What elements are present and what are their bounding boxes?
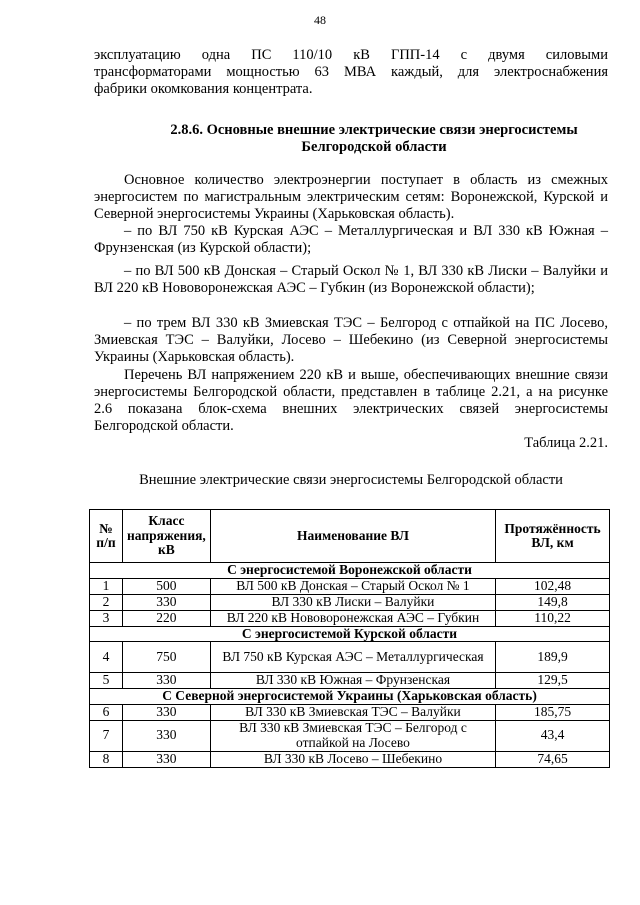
cell-num: 7	[90, 720, 123, 751]
list-item: – по трем ВЛ 330 кВ Змиевская ТЭС – Белгород с отпайкой на ПС Лосево, Змиевская ТЭС – Валуйки, Лосево – Шебекино (из Северной энергосистемы Украины (Харьковская область).	[94, 315, 608, 365]
table-row	[90, 751, 610, 767]
paragraph-1: Основное количество электроэнергии поступает в область из смежных энергосистем по магистральным электрическим сетям: Воронежской, Курской и Северной энергосистемы Украины (Харьковская область).	[94, 172, 608, 222]
cell-line-name: ВЛ 220 кВ Нововоронежская АЭС – Губкин	[210, 610, 495, 626]
paragraph-2: Перечень ВЛ напряжением 220 кВ и выше, обеспечивающих внешние связи энергосистемы Белгородской области, представлен в таблице 2.21, а на рисунке 2.6 показана блок-схема внешних электрических связей энергосистемы Белгородской области.	[94, 367, 608, 434]
cell-voltage: 330	[122, 594, 210, 610]
cell-length: 102,48	[496, 578, 610, 594]
cell-voltage: 750	[122, 642, 210, 673]
section-heading	[94, 122, 640, 156]
cell-line-name: ВЛ 500 кВ Донская – Старый Оскол № 1	[210, 578, 495, 594]
intro-line: трансформаторами мощностью 63 МВА каждый, для электроснабжения	[94, 64, 608, 80]
cell-length: 110,22	[496, 610, 610, 626]
page-number: 48	[314, 13, 326, 27]
intro-line: эксплуатацию одна ПС 110/10 кВ ГПП-14 с двумя силовыми	[94, 47, 608, 63]
cell-voltage: 330	[122, 673, 210, 689]
intro-line: фабрики окомкования концентрата.	[94, 81, 313, 97]
cell-num: 6	[90, 704, 123, 720]
table-row	[90, 594, 610, 610]
cell-num: 4	[90, 642, 123, 673]
table-header-row	[90, 510, 610, 563]
list-item: – по ВЛ 750 кВ Курская АЭС – Металлургическая и ВЛ 330 кВ Южная – Фрунзенская (из Курской области);	[94, 223, 608, 256]
table-row	[90, 642, 610, 673]
table-row	[90, 610, 610, 626]
header-cell: Класс напряжения, кВ	[122, 510, 210, 563]
table-caption: Внешние электрические связи энергосистемы Белгородской области	[139, 472, 563, 488]
cell-length: 43,4	[496, 720, 610, 751]
table-row	[90, 673, 610, 689]
intro-paragraph	[94, 47, 608, 98]
group-row	[90, 689, 610, 705]
cell-line-name: ВЛ 330 кВ Южная – Фрунзенская	[210, 673, 495, 689]
section-heading-line: 2.8.6. Основные внешние электрические связи энергосистемы	[170, 122, 578, 138]
cell-voltage: 330	[122, 720, 210, 751]
cell-voltage: 500	[122, 578, 210, 594]
cell-line-name: ВЛ 750 кВ Курская АЭС – Металлургическая	[210, 642, 495, 673]
cell-length: 189,9	[496, 642, 610, 673]
cell-line-name: ВЛ 330 кВ Лиски – Валуйки	[210, 594, 495, 610]
cell-num: 8	[90, 751, 123, 767]
cell-num: 5	[90, 673, 123, 689]
table-row	[90, 578, 610, 594]
cell-voltage: 330	[122, 751, 210, 767]
cell-num: 3	[90, 610, 123, 626]
section-heading-line: Белгородской области	[301, 139, 447, 155]
group-title: С энергосистемой Курской области	[90, 626, 610, 642]
group-title: С энергосистемой Воронежской области	[90, 563, 610, 579]
table-row	[90, 704, 610, 720]
header-cell: Протяжённость ВЛ, км	[496, 510, 610, 563]
header-cell: № п/п	[90, 510, 123, 563]
group-title: С Северной энергосистемой Украины (Харьковская область)	[90, 689, 610, 705]
group-row	[90, 626, 610, 642]
table-row	[90, 720, 610, 751]
cell-length: 74,65	[496, 751, 610, 767]
cell-voltage: 220	[122, 610, 210, 626]
cell-length: 149,8	[496, 594, 610, 610]
cell-line-name: ВЛ 330 кВ Змиевская ТЭС – Валуйки	[210, 704, 495, 720]
cell-length: 185,75	[496, 704, 610, 720]
table-number: Таблица 2.21.	[524, 435, 608, 451]
cell-num: 1	[90, 578, 123, 594]
header-cell: Наименование ВЛ	[210, 510, 495, 563]
group-row	[90, 563, 610, 579]
list-item: – по ВЛ 500 кВ Донская – Старый Оскол № 1, ВЛ 330 кВ Лиски – Валуйки и ВЛ 220 кВ Нововоронежская АЭС – Губкин (из Воронежской области);	[94, 263, 608, 296]
cell-length: 129,5	[496, 673, 610, 689]
cell-num: 2	[90, 594, 123, 610]
cell-line-name: ВЛ 330 кВ Змиевская ТЭС – Белгород с отпайкой на Лосево	[210, 720, 495, 751]
lines-table	[89, 509, 610, 768]
cell-line-name: ВЛ 330 кВ Лосево – Шебекино	[210, 751, 495, 767]
cell-voltage: 330	[122, 704, 210, 720]
